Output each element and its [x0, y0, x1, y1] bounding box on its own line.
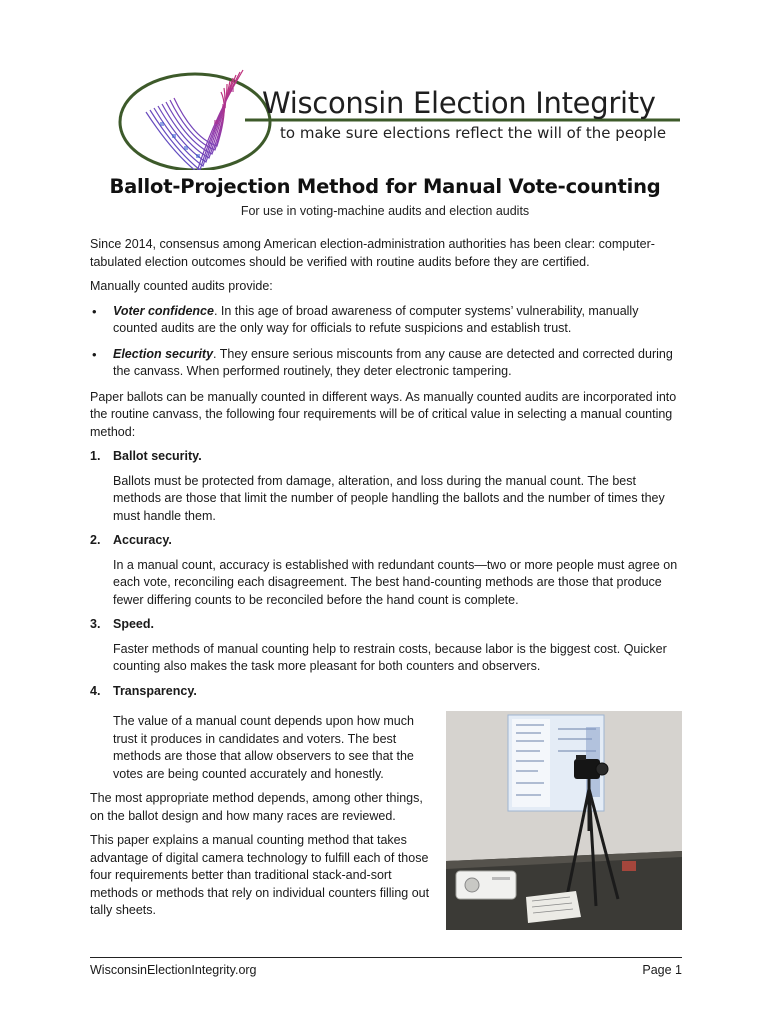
footer-site: WisconsinElectionIntegrity.org [90, 963, 257, 977]
requirement-heading: Ballot security. [113, 449, 202, 463]
list-item [90, 303, 680, 338]
requirement-number: 4. [90, 683, 101, 698]
bullet-text: . They ensure serious miscounts from any cause are detected and corrected during the canvass. When performed routinely, they deter electronic tampering. [113, 346, 673, 378]
page-header [0, 0, 770, 170]
requirement-item [90, 448, 680, 525]
footer-divider [90, 957, 682, 958]
benefits-list [90, 303, 680, 381]
requirement-text: The value of a manual count depends upon how much trust it produces in candidates and voters. The best methods are those that allow observers to see that the votes are being counted accurately and honestly. [113, 714, 414, 781]
requirement-heading: Accuracy. [113, 533, 172, 547]
org-name: Wisconsin Election Integrity [262, 86, 656, 120]
methods-intro: Paper ballots can be manually counted in different ways. As manually counted audits are incorporated into the routine canvass, the following four requirements will be of critical value in selecting a manual counting method: [90, 389, 677, 439]
ballot-projection-photo [446, 711, 682, 930]
requirement-text: In a manual count, accuracy is established with redundant counts—two or more people must agree on each vote, reconciling each disagreement. The best hand-counting methods are those that produce fewer differing counts to be reconciled before the hand count is complete. [113, 557, 678, 607]
bullet-text: . In this age of broad awareness of computer systems’ vulnerability, manually counted audits are the only way for officials to refute suspicions and establish trust. [113, 303, 639, 335]
requirement-text: Ballots must be protected from damage, alteration, and loss during the manual count. The best methods are those that limit the number of people handling the ballots and the number of times they must handle them. [113, 473, 665, 523]
bullet-term: Election security [113, 346, 214, 361]
closing-paragraph: This paper explains a manual counting method that takes advantage of digital camera technology to fulfill each of those four requirements better than traditional stack-and-sort methods or methods that rely on individual counters filling out tally sheets. [90, 833, 430, 917]
requirement-item [90, 616, 680, 676]
requirement-item [90, 532, 680, 609]
closing-paragraph: The most appropriate method depends, among other things, on the ballot design and how many races are reviewed. [90, 791, 423, 823]
requirement-text: Faster methods of manual counting help to restrain costs, because labor is the biggest cost. Quicker counting also makes the task more pleasant for both counters and observers. [113, 641, 667, 673]
page-subtitle: For use in voting-machine audits and election audits [240, 204, 530, 218]
requirement-item [90, 683, 680, 701]
requirement-number: 3. [90, 617, 101, 631]
list-item [90, 346, 680, 381]
provide-intro: Manually counted audits provide: [90, 279, 273, 293]
requirement-heading: Transparency. [113, 683, 197, 698]
page-number: Page 1 [642, 963, 682, 977]
lower-text-column [90, 713, 435, 927]
intro-paragraph: Since 2014, consensus among American election-administration authorities has been clear: computer-tabulated election outcomes should be verified with routine audits before they are certified. [90, 237, 655, 269]
bullet-term: Voter confidence [113, 303, 214, 318]
page-title: Ballot-Projection Method for Manual Vote-counting [109, 175, 661, 198]
logo-check-icon [0, 0, 770, 170]
requirement-heading: Speed. [113, 617, 154, 631]
requirement-number: 1. [90, 449, 101, 463]
requirement-number: 2. [90, 533, 101, 547]
document-body [90, 236, 680, 707]
org-tagline: to make sure elections reflect the will of the people [280, 124, 667, 142]
